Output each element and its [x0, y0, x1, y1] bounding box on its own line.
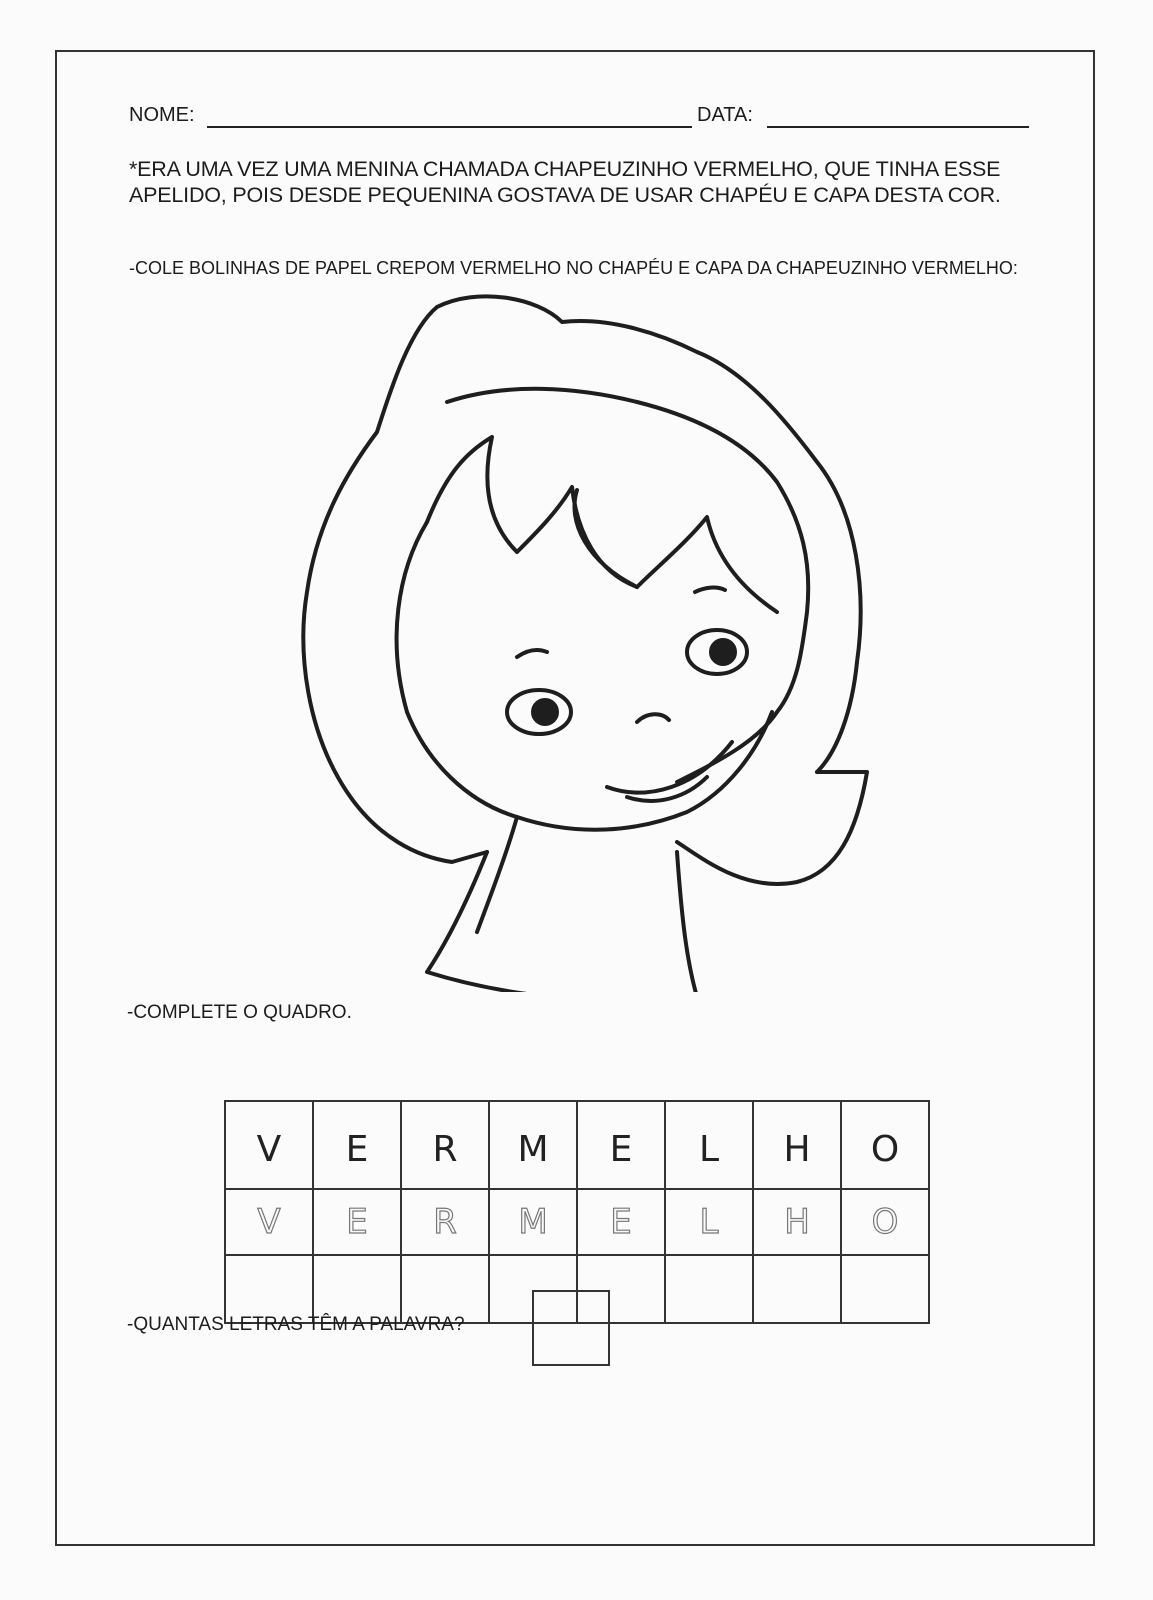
left-pupil [533, 700, 557, 724]
grid-letter-cell: V [225, 1101, 313, 1189]
grid-row-letters [225, 1101, 929, 1189]
hood-right-edge [677, 772, 867, 884]
complete-label: -COMPLETE O QUADRO. [127, 1002, 352, 1023]
little-red-riding-hood-illustration [277, 292, 877, 992]
grid-letter-cell: E [313, 1101, 401, 1189]
grid-tracing-cell[interactable]: L [665, 1189, 753, 1255]
hair-strand [575, 490, 638, 587]
grid-letter-cell: E [577, 1101, 665, 1189]
grid-tracing-cell[interactable]: M [489, 1189, 577, 1255]
story-paragraph: *ERA UMA VEZ UMA MENINA CHAMADA CHAPEUZINHO VERMELHO, QUE TINHA ESSE APELIDO, POIS DESDE PEQUENINA GOSTAVA DE USAR CHAPÉU E CAPA DESTA COR. [129, 157, 1001, 207]
grid-letter-cell: L [665, 1101, 753, 1189]
grid-tracing-cell[interactable]: O [841, 1189, 929, 1255]
worksheet-border [55, 50, 1095, 1546]
grid-blank-cell[interactable] [401, 1255, 489, 1323]
grid-blank-cell[interactable] [753, 1255, 841, 1323]
nome-label: NOME: [129, 104, 195, 126]
grid-letter-cell: R [401, 1101, 489, 1189]
grid-letter-cell: O [841, 1101, 929, 1189]
left-eyebrow [517, 650, 547, 657]
grid-letter-cell: H [753, 1101, 841, 1189]
nome-blank-line[interactable] [207, 126, 692, 128]
grid-blank-cell[interactable] [665, 1255, 753, 1323]
right-eyebrow [695, 588, 725, 592]
letter-count-answer-box[interactable] [532, 1290, 610, 1366]
grid-blank-cell[interactable] [841, 1255, 929, 1323]
hair-bang-middle [517, 487, 637, 587]
data-label: DATA: [697, 104, 753, 126]
grid-letter-cell: M [489, 1101, 577, 1189]
neck-line [477, 817, 517, 932]
letter-count-question: -QUANTAS LETRAS TÊM A PALAVRA? [127, 1314, 465, 1335]
hood-outline [303, 307, 487, 862]
grid-blank-cell[interactable] [225, 1255, 313, 1323]
hair-bang-right [637, 517, 777, 612]
smile [607, 742, 732, 793]
collar-left [427, 852, 697, 992]
data-blank-line[interactable] [767, 126, 1029, 128]
hair-bang-left [427, 437, 517, 552]
header-row [129, 104, 1034, 138]
nose [637, 714, 669, 722]
grid-row-tracing [225, 1189, 929, 1255]
grid-tracing-cell[interactable]: V [225, 1189, 313, 1255]
right-pupil [711, 640, 735, 664]
hood-inner [447, 389, 808, 782]
instruction-paragraph: -COLE BOLINHAS DE PAPEL CREPOM VERMELHO NO CHAPÉU E CAPA DA CHAPEUZINHO VERMELHO: [129, 258, 1018, 278]
grid-tracing-cell[interactable]: H [753, 1189, 841, 1255]
grid-tracing-cell[interactable]: R [401, 1189, 489, 1255]
grid-tracing-cell[interactable]: E [313, 1189, 401, 1255]
grid-tracing-cell[interactable]: E [577, 1189, 665, 1255]
grid-blank-cell[interactable] [313, 1255, 401, 1323]
